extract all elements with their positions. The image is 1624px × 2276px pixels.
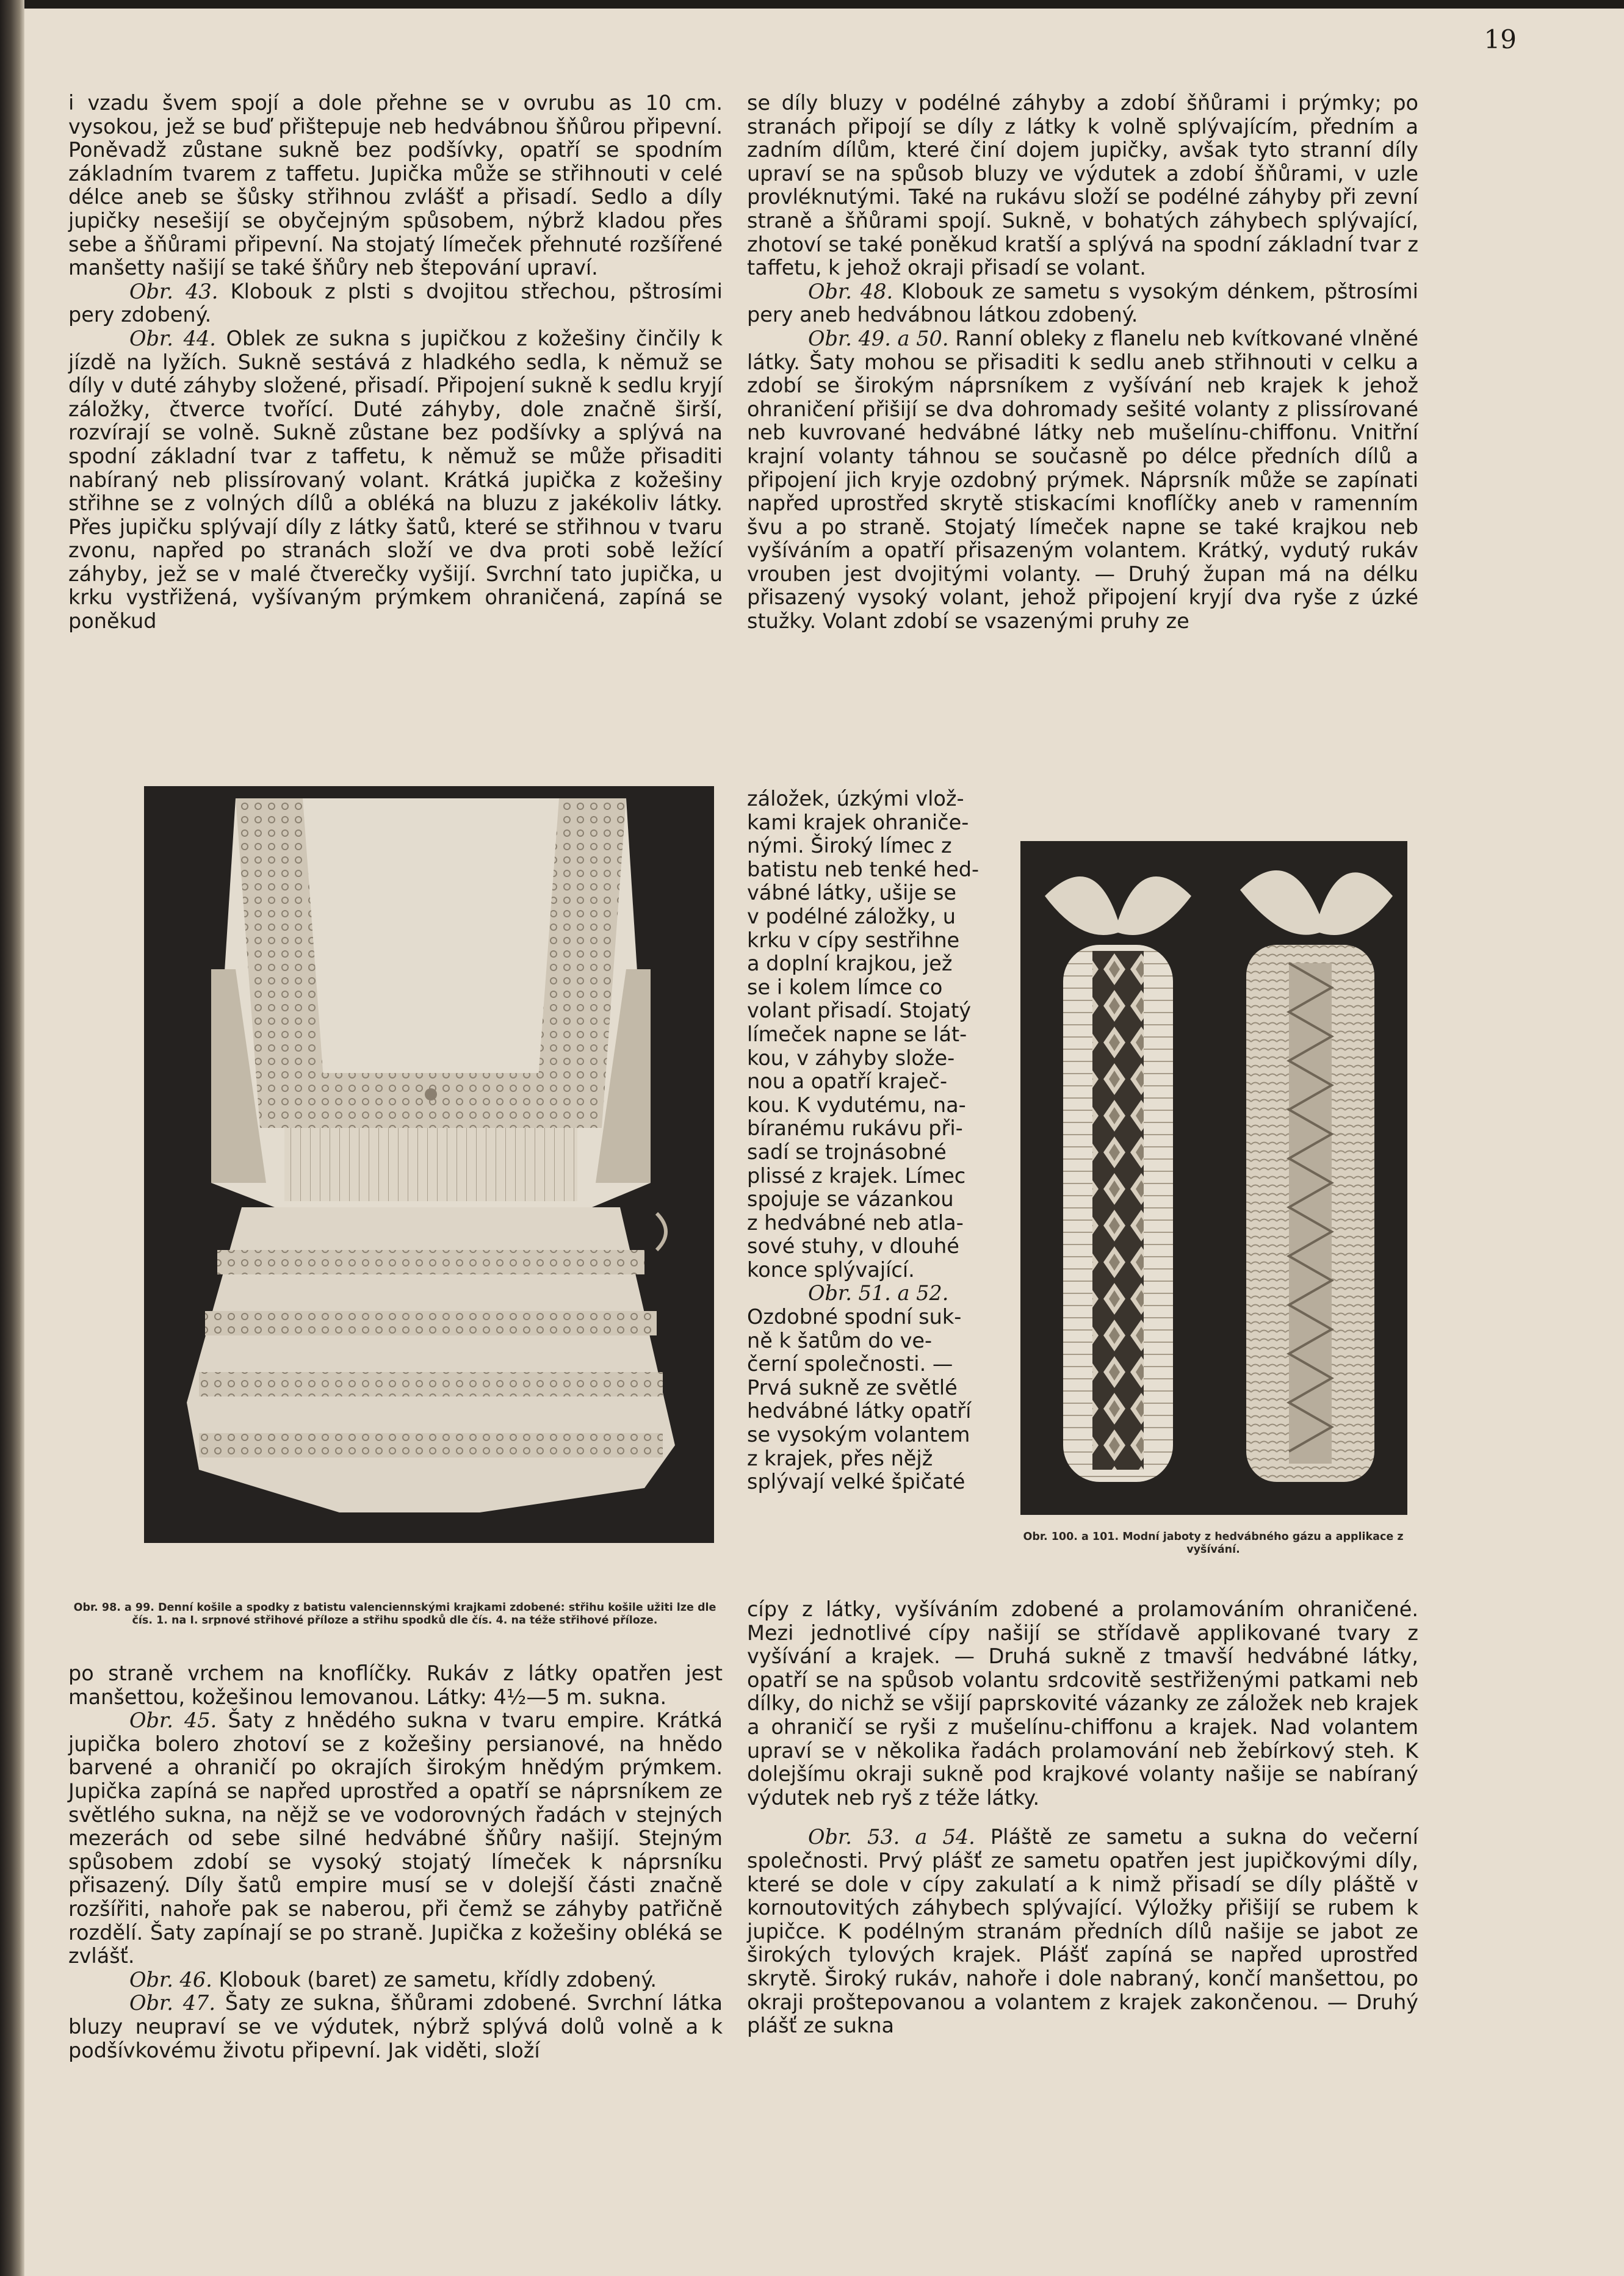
text-line: hedvábné látky opatří: [747, 1399, 972, 1423]
paragraph: cípy z látky, vyšíváním zdobené a prolamováním ohraničené. Mezi jednotlivé cípy našijí se střídavě applikované tvary z vyšívání a krajek. — Druhá sukně z tmavší hedvábné látky, opatří se na spůsob volantu srdcovitě sestřiženými patkami neb dílky, do nichž se všijí paprskovité vázanky ze záložek neb krajek a ohraničí se ryši z mušelínu-chiffonu a krajek. Nad volantem upraví se v několika řadách prolamování neb žebírkový steh. K dolejšímu okraji sukně pod krajkové volanty našije se nabíraný výdutek neb ryš z téže látky.: [747, 1597, 1418, 1810]
text-line: spojuje se vázankou: [747, 1187, 954, 1212]
text-line: nou a opatří kraječ-: [747, 1069, 948, 1094]
text-line: ně k šatům do ve-: [747, 1328, 933, 1353]
text-line: bíranému rukávu při-: [747, 1116, 963, 1141]
figure-caption: Obr. 100. a 101. Modní jaboty z hedvábného gázu a applikace z vyšívání.: [1023, 1531, 1404, 1556]
figure-chemise-drawers: [144, 786, 714, 1543]
text-line: volant přisadí. Stojatý: [747, 999, 972, 1023]
text-line: záložek, úzkými vlož-: [747, 787, 964, 811]
paragraph-obr-43: [68, 280, 723, 327]
page-number: 19: [1484, 24, 1517, 54]
paragraph-text: Šaty ze sukna, šňůrami zdobené. Svrchní látka bluzy neupraví se ve výdutek, nýbrž splývá dolů volně a k podšívkovému životu připevní. Jak viděti, složí: [68, 1991, 723, 2062]
text-line: krku v cípy sestřihne: [747, 928, 960, 952]
figure-reference: Obr. 47.: [129, 1991, 216, 2015]
text-line: sové stuhy, v dlouhé: [747, 1234, 959, 1259]
paragraph: se díly bluzy v podélné záhyby a zdobí šňůrami i prýmky; po stranách připojí se díly z látky k volně splývajícím, předním a zadním dílům, které činí dojem jupičky, avšak tyto stranní díly upraví se na spůsob bluzy ve výdutek a zdobí šňůrami, v uzle provléknutými. Také na rukávu složí se podélné záhyby při zevní straně a šňůrami spojí. Sukně, v bohatých záhybech splývající, zhotoví se také poněkud kratší a splývá na spodní základní tvar z taffetu, k jehož okraji přisadí se volant.: [747, 91, 1418, 280]
text-line: splývají velké špičaté: [747, 1470, 965, 1494]
figure-reference: Obr. 45.: [129, 1708, 217, 1733]
book-spine-shadow: [0, 0, 24, 2276]
column-left-bottom: [68, 1662, 723, 2062]
text-line: konce splývající.: [747, 1257, 915, 1282]
figure-reference: Obr. 53. a 54.: [808, 1825, 975, 1849]
paragraph-text: Pláště ze sametu a sukna do večerní společnosti. Prvý plášť ze sametu opatřen jest jupičkovými díly, které se dole v cípy zakulatí a k nimž přisadí se díly pláště v kornoutovitých záhybech splývající. Výložky přišijí se rubem k jupičce. K podélným stranám předních dílů našije se jabot ze širokých tylových krajek. Plášť zapíná se napřed uprostřed skrytě. Široký rukáv, nahoře i dole nabraný, končí manšettou, po okraji proštepovanou a volantem z krajek zakončenou. — Druhý plášť ze sukna: [747, 1825, 1418, 2038]
top-edge: [0, 0, 1624, 9]
text-line: vábné látky, ušije se: [747, 881, 957, 905]
paragraph-text: Klobouk ze sametu s vysokým dénkem, pštrosími pery aneb hedvábnou látkou zdobený.: [747, 279, 1418, 327]
text-line: límeček napne se lát-: [747, 1022, 967, 1046]
column-right-bottom: [747, 1598, 1418, 2038]
paragraph-obr-49-50: [747, 327, 1418, 634]
text-line: plissé z krajek. Límec: [747, 1163, 966, 1188]
text-line: se vysokým volantem: [747, 1423, 970, 1447]
paragraph-obr-44: [68, 327, 723, 634]
text-line: kou. K vydutému, na-: [747, 1093, 966, 1117]
paragraph-text: Klobouk z plsti s dvojitou střechou, pštrosími pery zdobený.: [68, 279, 723, 327]
figure-jabots: [1020, 841, 1407, 1515]
text-line: se i kolem límce co: [747, 975, 943, 999]
text-line: černí společnosti. —: [747, 1352, 953, 1376]
figure-reference: Obr. 46.: [129, 1967, 212, 1992]
text-line: z krajek, přes nějž: [747, 1446, 933, 1470]
paragraph-obr-47: [68, 1992, 723, 2062]
figure-reference: Obr. 49. a 50.: [808, 326, 949, 350]
chemise-drawers-illustration: [144, 786, 714, 1543]
paragraph-text: Šaty z hnědého sukna v tvaru empire. Krátká jupička bolero zhotoví se z kožešiny persianové, na hnědo barvené a ohraničí po okrajích širokým hnědým prýmkem. Jupička zapíná se napřed uprostřed a opatří se náprsníkem ze světlého sukna, na nějž se ve vodorovných řadách v stejných mezerách od sebe silné hedvábné šňůry našijí. Stejným spůsobem zdobí se vysoký stojatý límeček k náprsníku přisazený. Díly šatů empire musí se v dolejší části značně rozšířiti, nahoře pak se naberou, při čemž se záhyby patřičně rozdělí. Šaty zapínají se po straně. Jupička z kožešiny obléká se zvlášť.: [68, 1708, 723, 1968]
figure-reference: Obr. 44.: [129, 326, 216, 350]
text-line: batistu neb tenké hed-: [747, 857, 980, 881]
text-line: nými. Široký límec z: [747, 834, 952, 858]
figure-reference: Obr. 43.: [129, 279, 218, 303]
figure-reference: Obr. 51. a 52.: [808, 1281, 949, 1306]
text-line: v podélné záložky, u: [747, 904, 956, 928]
paragraph: po straně vrchem na knoflíčky. Rukáv z látky opatřen jest manšettou, kožešinou lemovanou. Látky: 4½—5 m. sukna.: [68, 1661, 723, 1709]
paragraph-obr-46: [68, 1968, 723, 1992]
paragraph-obr-48: [747, 280, 1418, 327]
paragraph-text: Ranní obleky z flanelu neb kvítkované vlněné látky. Šaty mohou se přisaditi k sedlu aneb střihnouti v celku a zdobí se širokým náprsníkem z vyšívání neb krajek k jehož ohraničení přišijí se dva dohromady sešité volanty z plissírované neb kuvrované hedvábné látky neb mušelínu-chiffonu. Vnitřní krajní volanty táhnou se současně po délce předních dílů a připojení jich kryje ozdobný prýmek. Náprsník může se zapínati napřed uprostřed skrytě stiskacími knoflíčky aneb v ramenním švu a po straně. Stojatý límeček napne se také krajkou neb vyšíváním a opatří přisazeným volantem. Krátký, vydutý rukáv vrouben jest dvojitými volanty. — Druhý župan má na délku přisazený vysoký volant, jehož připojení kryjí dva ryše z úzké stužky. Volant zdobí se vsazenými pruhy ze: [747, 326, 1418, 634]
text-line: z hedvábné neb atla-: [747, 1210, 964, 1235]
column-left-top: [68, 92, 723, 634]
figure-caption: Obr. 98. a 99. Denní košile a spodky z batistu valenciennskými krajkami zdobené: střihu košile užiti lze dle čís. 1. na I. srpnové střihové příloze a střihu spodků dle čís. 4. na téže střihové příloze.: [73, 1602, 716, 1627]
paragraph-text: Oblek ze sukna s jupičkou z kožešiny činčily k jízdě na lyžích. Sukně sestává z hladkého sedla, k němuž se díly v duté záhyby složené, přisadí. Připojení sukně k sedlu kryjí záložky, čtverce tvořící. Duté záhyby, dole značně širší, rozvírají se volně. Sukně zůstane bez podšívky a splývá na spodní základní tvar z taffetu, k němuž se může přisaditi nabíraný neb plissírovaný volant. Krátká jupička z kožešiny střihne se z volných dílů a obléká na bluzu z jakékoliv látky. Přes jupičku splývají díly z látky šatů, které se střihnou v tvaru zvonu, napřed po stranách složí ve dva proti sobě ležící záhyby, jež se v malé čtverečky vyšijí. Svrchní tato jupička, u krku vystřižená, vyšívaným prýmkem ohraničená, zapíná se poněkud: [68, 326, 723, 634]
column-right-top: [747, 92, 1418, 634]
figure-reference: Obr. 48.: [808, 279, 893, 303]
column-right-wrap: [747, 787, 1028, 1494]
text-line: a doplní krajkou, jež: [747, 952, 953, 976]
jabots-illustration: [1020, 841, 1407, 1515]
text-line: Ozdobné spodní suk-: [747, 1305, 962, 1329]
text-line: sadí se trojnásobné: [747, 1140, 947, 1164]
paragraph-text: Klobouk (baret) ze sametu, křídly zdobený.: [218, 1967, 657, 1992]
text-line: kami krajek ohraniče-: [747, 810, 969, 834]
paragraph: i vzadu švem spojí a dole přehne se v ovrubu as 10 cm. vysokou, jež se buď přištepuje neb hedvábnou šňůrou připevní. Poněvadž zůstane sukně bez podšívky, opatří se spodním základním tvarem z taffetu. Jupička může se střihnouti v celé délce aneb se šůsky střihnou zvlášť a přisadí. Sedlo a díly jupičky nesešijí se obyčejným spůsobem, nýbrž kladou přes sebe a šňůrami připevní. Na stojatý límeček přehnuté rozšířené manšetty našijí se také šňůry neb štepování upraví.: [68, 91, 723, 280]
paragraph-obr-45: [68, 1709, 723, 1968]
text-line: Prvá sukně ze světlé: [747, 1375, 958, 1400]
paragraph-obr-53-54: [747, 1826, 1418, 2037]
text-line: kou, v záhyby slože-: [747, 1046, 955, 1070]
